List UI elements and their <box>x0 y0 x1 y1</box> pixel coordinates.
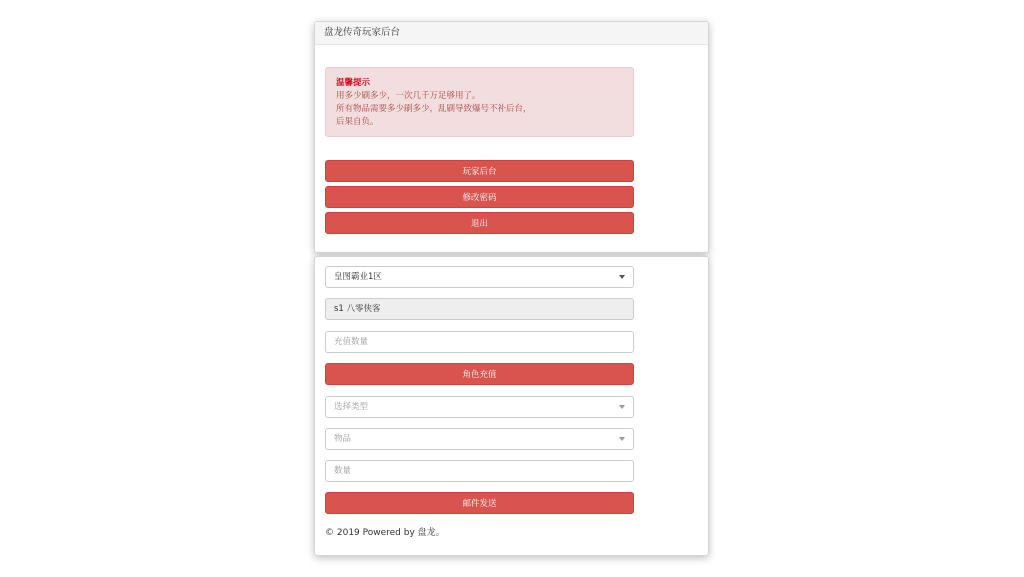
chevron-down-icon <box>619 437 625 441</box>
character-value: s1 八零侠客 <box>334 304 381 314</box>
logout-button[interactable]: 退出 <box>325 212 634 234</box>
alert-line-3: 后果自负。 <box>336 117 379 127</box>
send-mail-button[interactable]: 邮件发送 <box>325 492 634 514</box>
alert-line-2: 所有物品需要多少刷多少，乱刷导致爆号不补后台， <box>336 104 532 114</box>
chevron-down-icon <box>619 405 625 409</box>
recharge-amount-input[interactable] <box>325 331 634 353</box>
account-panel <box>314 21 709 253</box>
server-select-value: 皇图霸业1区 <box>334 272 382 282</box>
alert-line-1: 用多少刷多少，一次几千万足够用了。 <box>336 91 481 101</box>
character-field <box>325 298 634 320</box>
item-select-value: 物品 <box>334 434 352 444</box>
player-admin-button[interactable]: 玩家后台 <box>325 160 634 182</box>
chevron-down-icon <box>619 275 625 279</box>
type-select[interactable] <box>325 396 634 418</box>
recharge-panel <box>314 256 709 556</box>
page-title: 盘龙传奇玩家后台 <box>315 22 708 45</box>
warning-alert <box>325 67 634 137</box>
type-select-value: 选择类型 <box>334 402 369 412</box>
quantity-input[interactable] <box>325 460 634 482</box>
server-select[interactable] <box>325 266 634 288</box>
item-select[interactable] <box>325 428 634 450</box>
change-password-button[interactable]: 修改密码 <box>325 186 634 208</box>
alert-title: 温馨提示 <box>336 78 371 88</box>
character-recharge-button[interactable]: 角色充值 <box>325 363 634 385</box>
footer-text: © 2019 Powered by 盘龙。 <box>325 528 445 538</box>
